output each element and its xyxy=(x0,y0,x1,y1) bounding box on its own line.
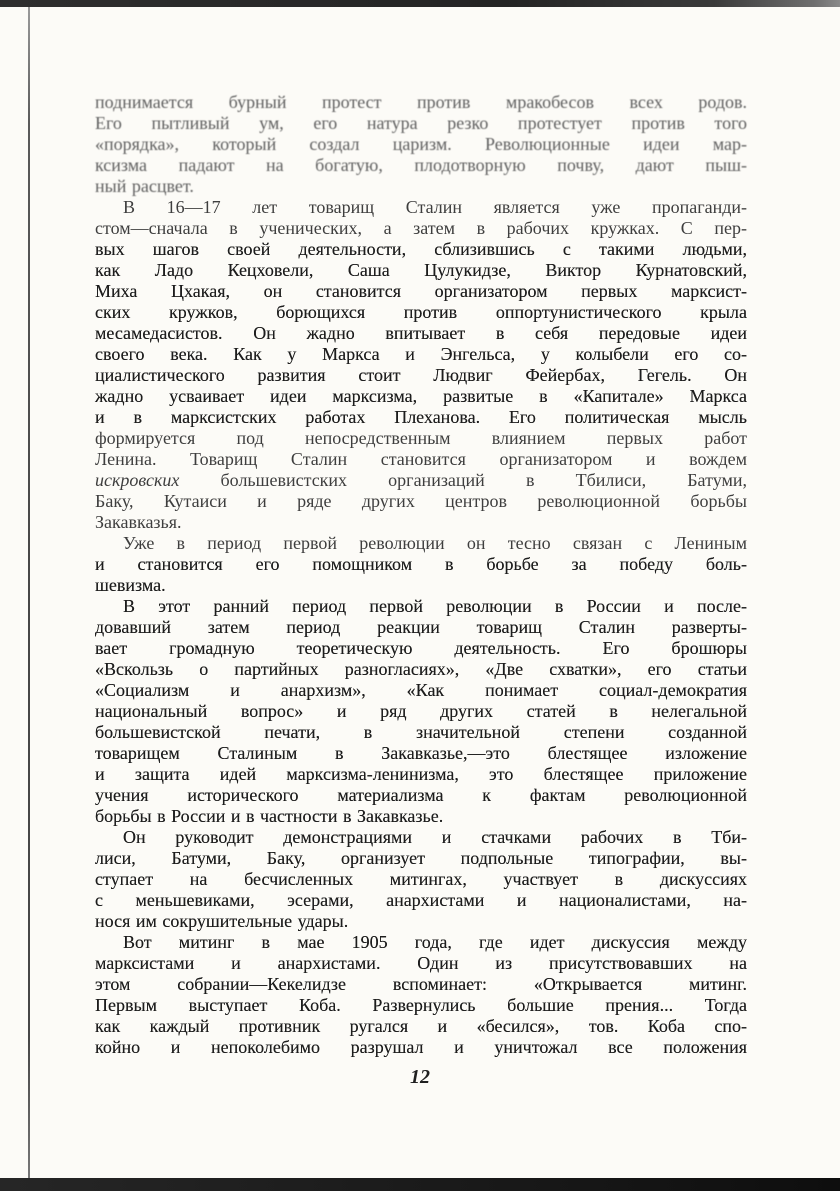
page-text-block xyxy=(95,92,747,1058)
paragraph-2 xyxy=(95,197,747,533)
text-line: Вот митинг в мае 1905 года, где идет дискуссия между xyxy=(123,932,747,952)
text-line: ксизма падают на богатую, плодотворную почву, дают пыш- xyxy=(95,155,747,175)
text-line: и защита идей марксизма-ленинизма, это блестящее приложение xyxy=(95,764,747,784)
text-line: стом—сначала в ученических, а затем в рабочих кружках. С пер- xyxy=(95,218,747,238)
text-line: Первым выступает Коба. Развернулись большие прения... Тогда xyxy=(95,995,747,1015)
text-line: ный расцвет. xyxy=(95,176,194,196)
text-line: своего века. Как у Маркса и Энгельса, у колыбели его со- xyxy=(95,344,747,364)
text-line: вых шагов своей деятельности, сблизившись с такими людьми, xyxy=(95,239,747,259)
paragraph-1 xyxy=(95,92,747,197)
scan-edge-top xyxy=(0,0,840,7)
scan-edge-bottom xyxy=(0,1178,840,1191)
text-line: ступает на бесчисленных митингах, участвует в дискуссиях xyxy=(95,869,747,889)
text-line: нося им сокрушительные удары. xyxy=(95,911,349,931)
text-line: марксистами и анархистами. Один из присутствовавших на xyxy=(95,953,747,973)
text-line: как Ладо Кецховели, Саша Цулукидзе, Виктор Курнатовский, xyxy=(95,260,747,280)
paragraph-3 xyxy=(95,533,747,596)
emphasis-word: искровских xyxy=(95,470,180,490)
text-line: вает громадную теоретическую деятельность. Его брошюры xyxy=(95,638,747,658)
paragraph-4 xyxy=(95,596,747,827)
text-line: шевизма. xyxy=(95,575,166,595)
text-line: Его пытливый ум, его натура резко протестует против того xyxy=(95,113,747,133)
text-line: койно и непоколебимо разрушал и уничтожал все положения xyxy=(95,1037,747,1057)
text-line: В 16—17 лет товарищ Сталин является уже пропаганди- xyxy=(123,197,747,217)
paragraph-6 xyxy=(95,932,747,1058)
scan-edge-left xyxy=(28,7,30,1178)
text-line: Уже в период первой революции он тесно связан с Лениным xyxy=(123,533,747,553)
text-line: циалистического развития стоит Людвиг Фейербах, Гегель. Он xyxy=(95,365,747,385)
text-line: национальный вопрос» и ряд других статей в нелегальной xyxy=(95,701,747,721)
paragraph-5 xyxy=(95,827,747,932)
text-line: формируется под непосредственным влиянием первых работ xyxy=(95,428,747,448)
text-line: Миха Цхакая, он становится организатором первых марксист- xyxy=(95,281,747,301)
text-line: этом собрании—Кекелидзе вспоминает: «Открывается митинг. xyxy=(95,974,747,994)
page-number: 12 xyxy=(410,1066,430,1088)
text-line xyxy=(95,470,747,491)
text-line: Закавказья. xyxy=(95,512,182,532)
text-line: как каждый противник ругался и «бесился», тов. Коба спо- xyxy=(95,1016,747,1036)
text-line: борьбы в России и в частности в Закавказье. xyxy=(95,806,444,826)
text-line: Баку, Кутаиси и ряде других центров революционной борьбы xyxy=(95,491,747,511)
text-line: Ленина. Товарищ Сталин становится организатором и вождем xyxy=(95,449,747,469)
text-line: «порядка», который создал царизм. Революционные идеи мар- xyxy=(95,134,747,154)
text-line-rest: большевистских организаций в Тбилиси, Батуми, xyxy=(179,470,747,490)
text-line: лиси, Батуми, Баку, организует подпольные типографии, вы- xyxy=(95,848,747,868)
text-line: «Вскользь о партийных разногласиях», «Две схватки», его статьи xyxy=(95,659,747,679)
text-line: жадно усваивает идеи марксизма, развитые в «Капитале» Маркса xyxy=(95,386,747,406)
text-line: месамедасистов. Он жадно впитывает в себя передовые идеи xyxy=(95,323,747,343)
text-line: поднимается бурный протест против мракобесов всех родов. xyxy=(95,92,747,112)
text-line: довавший затем период реакции товарищ Сталин разверты- xyxy=(95,617,747,637)
text-line: «Социализм и анархизм», «Как понимает социал-демократия xyxy=(95,680,747,700)
text-line: и становится его помощником в борьбе за победу боль- xyxy=(95,554,747,574)
text-line: Он руководит демонстрациями и стачками рабочих в Тби- xyxy=(123,827,747,847)
text-line: большевистской печати, в значительной степени созданной xyxy=(95,722,747,742)
text-line: ских кружков, борющихся против оппортунистического крыла xyxy=(95,302,747,322)
text-line: учения исторического материализма к фактам революционной xyxy=(95,785,747,805)
text-line: В этот ранний период первой революции в России и после- xyxy=(123,596,747,616)
text-line: товарищем Сталиным в Закавказье,—это блестящее изложение xyxy=(95,743,747,763)
text-line: с меньшевиками, эсерами, анархистами и националистами, на- xyxy=(95,890,747,910)
text-line: и в марксистских работах Плеханова. Его политическая мысль xyxy=(95,407,747,427)
